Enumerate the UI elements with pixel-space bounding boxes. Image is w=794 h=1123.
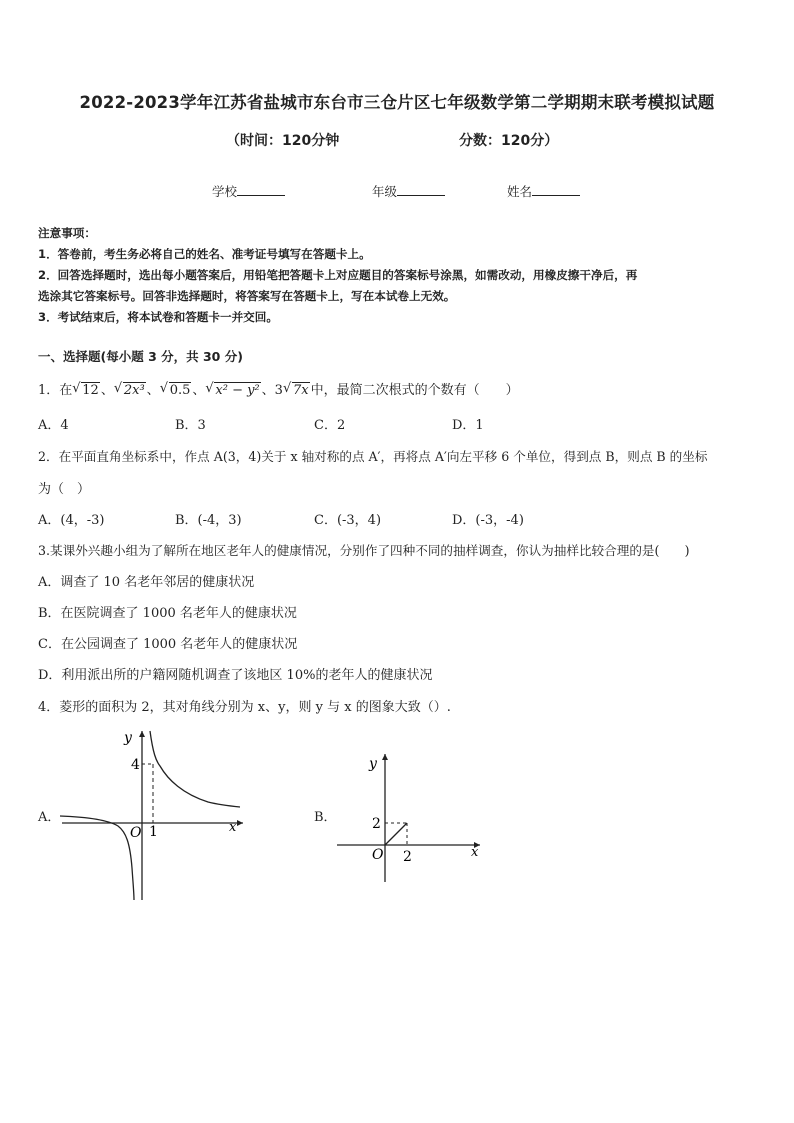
graph-a-origin: O: [130, 825, 142, 841]
exam-score: 分数：120分）: [459, 133, 559, 149]
q1-sep: 、: [146, 383, 160, 398]
q2-option-d[interactable]: D．(-3，-4): [452, 513, 524, 528]
graph-a-tick-x: 1: [149, 824, 158, 840]
graph-b-x-label: x: [471, 845, 479, 860]
graph-a-tick-y: 4: [131, 757, 140, 773]
radical-1: √ 12: [72, 381, 99, 398]
exam-title: 2022-2023学年江苏省盐城市东台市三仓片区七年级数学第二学期期末联考模拟试题: [79, 93, 715, 112]
graph-a-curve-upper: [150, 731, 240, 807]
graph-a-y-arrow: [139, 731, 145, 737]
q4-option-a[interactable]: A．: [38, 810, 61, 825]
radical-2: √ 2x³: [113, 381, 145, 398]
q1-sep: 、: [192, 383, 206, 398]
question-2-stem-cont: 为（ ）: [38, 482, 91, 497]
notes-block: [38, 223, 760, 328]
notes-item: 1．答卷前，考生务必将自己的姓名、准考证号填写在答题卡上。: [38, 247, 371, 261]
name-label: 姓名: [507, 184, 533, 199]
question-2-stem: 2．在平面直角坐标系中，作点 A(3，4)关于 x 轴对称的点 A′，再将点 A′向左平移 6 个单位，得到点 B，则点 B 的坐标: [38, 449, 708, 464]
q3-option-c[interactable]: C．在公园调查了 1000 名老年人的健康状况: [38, 637, 298, 652]
school-blank[interactable]: [237, 183, 285, 196]
school-label: 学校: [212, 184, 238, 199]
graph-b-tick-y: 2: [372, 816, 381, 832]
radical-4: √ x² − y²: [205, 381, 260, 398]
grade-blank[interactable]: [397, 183, 445, 196]
q3-option-b[interactable]: B．在医院调查了 1000 名老年人的健康状况: [38, 606, 297, 621]
grade-label: 年级: [372, 184, 398, 199]
radical-5: √ 7x: [282, 381, 309, 398]
notes-heading: 注意事项：: [38, 226, 96, 240]
name-field: [507, 182, 580, 200]
graph-b-segment: [385, 823, 407, 845]
q1-option-b[interactable]: B．3: [175, 418, 206, 433]
section-heading: 一、选择题(每小题 3 分，共 30 分): [38, 349, 243, 364]
graph-a-curve-lower: [60, 816, 134, 900]
exam-time: （时间：120分钟: [226, 133, 340, 149]
grade-field: [372, 182, 445, 200]
question-4-stem: 4．菱形的面积为 2，其对角线分别为 x、y，则 y 与 x 的图象大致（）.: [38, 700, 451, 715]
q3-option-d[interactable]: D．利用派出所的户籍网随机调查了该地区 10%的老年人的健康状况: [38, 668, 433, 683]
notes-item: 选涂其它答案标号。回答非选择题时，将答案写在答题卡上，写在本试卷上无效。: [38, 289, 456, 303]
graph-b-y-label: y: [369, 756, 377, 772]
q1-sep: 、: [100, 383, 114, 398]
graph-a-x-label: x: [229, 820, 237, 835]
q2-option-a[interactable]: A．(4，-3): [38, 513, 105, 528]
graph-b-y-arrow: [382, 754, 388, 760]
notes-item: 2．回答选择题时，选出每小题答案后，用铅笔把答题卡上对应题目的答案标号涂黑，如需改动，用橡皮擦干净后，再: [38, 268, 638, 282]
radical-3: √ 0.5: [159, 381, 191, 398]
q1-option-a[interactable]: A．4: [38, 418, 69, 433]
q3-option-a[interactable]: A．调查了 10 名老年邻居的健康状况: [38, 575, 255, 590]
q1-sep: 、: [261, 383, 275, 398]
graph-a-x-arrow: [237, 820, 243, 826]
q2-option-c[interactable]: C．(-3，4): [314, 513, 382, 528]
q1-prefix: 1．在: [38, 383, 73, 398]
q1-option-d[interactable]: D．1: [452, 418, 484, 433]
notes-item: 3．考试结束后，将本试卷和答题卡一并交回。: [38, 310, 278, 324]
q1-suffix: 中，最简二次根式的个数有（ ）: [310, 383, 519, 398]
name-blank[interactable]: [532, 183, 580, 196]
school-field: [212, 182, 285, 200]
graph-a-y-label: y: [124, 730, 132, 746]
q2-option-b[interactable]: B．(-4，3): [175, 513, 242, 528]
question-1-stem: [38, 379, 519, 398]
graph-b-origin: O: [372, 847, 384, 863]
question-3-stem: 3.某课外兴趣小组为了解所在地区老年人的健康情况，分别作了四种不同的抽样调查，你认为抽样比较合理的是( ): [38, 543, 690, 558]
graph-b-tick-x: 2: [403, 849, 412, 865]
graph-a: [58, 728, 248, 904]
q1-option-c[interactable]: C．2: [314, 418, 346, 433]
q1-coef: 3: [274, 383, 283, 398]
q4-option-b[interactable]: B．: [314, 810, 337, 825]
graph-b: [335, 752, 485, 884]
